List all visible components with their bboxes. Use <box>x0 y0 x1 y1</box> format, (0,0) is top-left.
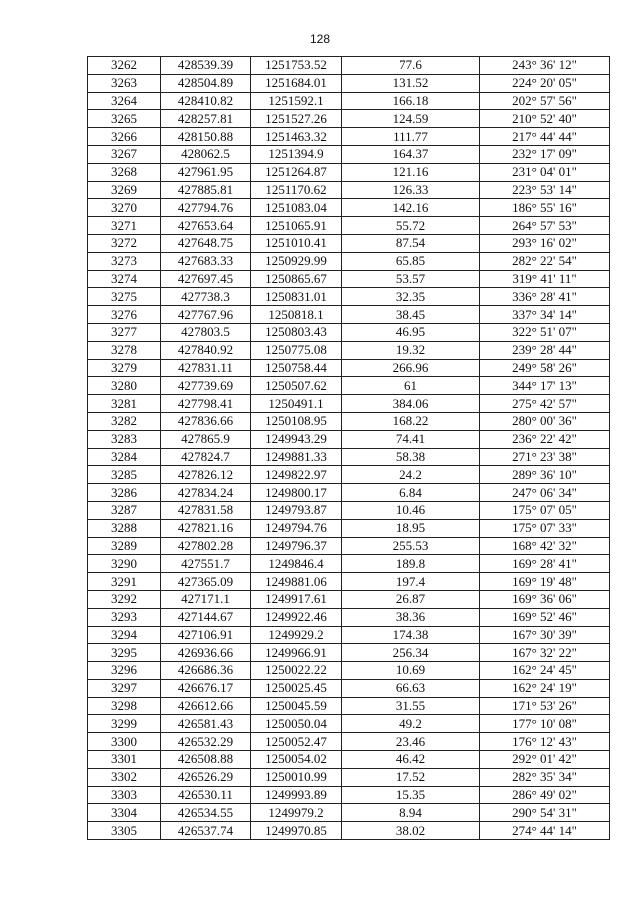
table-row <box>88 822 610 840</box>
length-cell: 126.33 <box>342 181 480 199</box>
length-cell: 58.38 <box>342 448 480 466</box>
page-number: 128 <box>309 32 331 46</box>
table-row <box>88 448 610 466</box>
table-row <box>88 573 610 591</box>
x-coordinate-cell: 427821.16 <box>161 519 251 537</box>
point-number-cell: 3264 <box>88 92 161 110</box>
length-cell: 131.52 <box>342 74 480 92</box>
point-number-cell: 3301 <box>88 751 161 769</box>
point-number-cell: 3300 <box>88 733 161 751</box>
y-coordinate-cell: 1250054.02 <box>251 751 342 769</box>
table-row <box>88 57 610 75</box>
length-cell: 164.37 <box>342 145 480 163</box>
bearing-cell: 224° 20' 05" <box>480 74 610 92</box>
table-row <box>88 484 610 502</box>
table-row <box>88 128 610 146</box>
x-coordinate-cell: 426676.17 <box>161 679 251 697</box>
x-coordinate-cell: 427794.76 <box>161 199 251 217</box>
bearing-cell: 336° 28' 41" <box>480 288 610 306</box>
table-row <box>88 697 610 715</box>
y-coordinate-cell: 1249943.29 <box>251 430 342 448</box>
bearing-cell: 202° 57' 56" <box>480 92 610 110</box>
length-cell: 26.87 <box>342 590 480 608</box>
x-coordinate-cell: 427803.5 <box>161 323 251 341</box>
bearing-cell: 249° 58' 26" <box>480 359 610 377</box>
x-coordinate-cell: 426530.11 <box>161 786 251 804</box>
table-row <box>88 555 610 573</box>
x-coordinate-cell: 426532.29 <box>161 733 251 751</box>
x-coordinate-cell: 427171.1 <box>161 590 251 608</box>
length-cell: 65.85 <box>342 252 480 270</box>
length-cell: 24.2 <box>342 466 480 484</box>
y-coordinate-cell: 1250758.44 <box>251 359 342 377</box>
bearing-cell: 169° 19' 48" <box>480 573 610 591</box>
bearing-cell: 231° 04' 01" <box>480 163 610 181</box>
point-number-cell: 3277 <box>88 323 161 341</box>
bearing-cell: 169° 36' 06" <box>480 590 610 608</box>
y-coordinate-cell: 1250045.59 <box>251 697 342 715</box>
x-coordinate-cell: 427653.64 <box>161 217 251 235</box>
x-coordinate-cell: 426526.29 <box>161 768 251 786</box>
table-row <box>88 662 610 680</box>
x-coordinate-cell: 426581.43 <box>161 715 251 733</box>
table-row <box>88 590 610 608</box>
point-number-cell: 3275 <box>88 288 161 306</box>
x-coordinate-cell: 427824.7 <box>161 448 251 466</box>
table-row <box>88 377 610 395</box>
x-coordinate-cell: 427802.28 <box>161 537 251 555</box>
y-coordinate-cell: 1250025.45 <box>251 679 342 697</box>
bearing-cell: 236° 22' 42" <box>480 430 610 448</box>
point-number-cell: 3305 <box>88 822 161 840</box>
bearing-cell: 239° 28' 44" <box>480 341 610 359</box>
x-coordinate-cell: 427365.09 <box>161 573 251 591</box>
y-coordinate-cell: 1250865.67 <box>251 270 342 288</box>
x-coordinate-cell: 426534.55 <box>161 804 251 822</box>
x-coordinate-cell: 427648.75 <box>161 234 251 252</box>
y-coordinate-cell: 1249794.76 <box>251 519 342 537</box>
length-cell: 46.42 <box>342 751 480 769</box>
length-cell: 19.32 <box>342 341 480 359</box>
x-coordinate-cell: 427831.11 <box>161 359 251 377</box>
length-cell: 55.72 <box>342 217 480 235</box>
y-coordinate-cell: 1250010.99 <box>251 768 342 786</box>
coordinate-table-body <box>88 57 610 840</box>
y-coordinate-cell: 1249970.85 <box>251 822 342 840</box>
table-row <box>88 181 610 199</box>
table-row <box>88 341 610 359</box>
y-coordinate-cell: 1250491.1 <box>251 395 342 413</box>
length-cell: 46.95 <box>342 323 480 341</box>
table-row <box>88 74 610 92</box>
y-coordinate-cell: 1250818.1 <box>251 306 342 324</box>
y-coordinate-cell: 1250803.43 <box>251 323 342 341</box>
table-row <box>88 537 610 555</box>
length-cell: 166.18 <box>342 92 480 110</box>
point-number-cell: 3268 <box>88 163 161 181</box>
point-number-cell: 3270 <box>88 199 161 217</box>
length-cell: 111.77 <box>342 128 480 146</box>
point-number-cell: 3262 <box>88 57 161 75</box>
x-coordinate-cell: 426537.74 <box>161 822 251 840</box>
table-row <box>88 608 610 626</box>
y-coordinate-cell: 1251753.52 <box>251 57 342 75</box>
point-number-cell: 3276 <box>88 306 161 324</box>
length-cell: 10.46 <box>342 501 480 519</box>
y-coordinate-cell: 1251065.91 <box>251 217 342 235</box>
x-coordinate-cell: 427836.66 <box>161 412 251 430</box>
y-coordinate-cell: 1250052.47 <box>251 733 342 751</box>
x-coordinate-cell: 426612.66 <box>161 697 251 715</box>
x-coordinate-cell: 427551.7 <box>161 555 251 573</box>
x-coordinate-cell: 427738.3 <box>161 288 251 306</box>
length-cell: 77.6 <box>342 57 480 75</box>
y-coordinate-cell: 1249822.97 <box>251 466 342 484</box>
table-row <box>88 466 610 484</box>
x-coordinate-cell: 428410.82 <box>161 92 251 110</box>
x-coordinate-cell: 427834.24 <box>161 484 251 502</box>
y-coordinate-cell: 1250050.04 <box>251 715 342 733</box>
table-row <box>88 359 610 377</box>
bearing-cell: 319° 41' 11" <box>480 270 610 288</box>
point-number-cell: 3293 <box>88 608 161 626</box>
bearing-cell: 289° 36' 10" <box>480 466 610 484</box>
length-cell: 23.46 <box>342 733 480 751</box>
y-coordinate-cell: 1249917.61 <box>251 590 342 608</box>
table-row <box>88 786 610 804</box>
y-coordinate-cell: 1249966.91 <box>251 644 342 662</box>
y-coordinate-cell: 1250108.95 <box>251 412 342 430</box>
table-row <box>88 644 610 662</box>
table-row <box>88 217 610 235</box>
x-coordinate-cell: 428539.39 <box>161 57 251 75</box>
bearing-cell: 337° 34' 14" <box>480 306 610 324</box>
point-number-cell: 3267 <box>88 145 161 163</box>
length-cell: 74.41 <box>342 430 480 448</box>
x-coordinate-cell: 427106.91 <box>161 626 251 644</box>
length-cell: 38.02 <box>342 822 480 840</box>
point-number-cell: 3286 <box>88 484 161 502</box>
table-row <box>88 804 610 822</box>
y-coordinate-cell: 1250831.01 <box>251 288 342 306</box>
point-number-cell: 3285 <box>88 466 161 484</box>
length-cell: 53.57 <box>342 270 480 288</box>
point-number-cell: 3271 <box>88 217 161 235</box>
point-number-cell: 3282 <box>88 412 161 430</box>
x-coordinate-cell: 428504.89 <box>161 74 251 92</box>
length-cell: 66.63 <box>342 679 480 697</box>
y-coordinate-cell: 1251170.62 <box>251 181 342 199</box>
length-cell: 142.16 <box>342 199 480 217</box>
length-cell: 15.35 <box>342 786 480 804</box>
point-number-cell: 3266 <box>88 128 161 146</box>
x-coordinate-cell: 426936.66 <box>161 644 251 662</box>
point-number-cell: 3299 <box>88 715 161 733</box>
bearing-cell: 167° 32' 22" <box>480 644 610 662</box>
point-number-cell: 3272 <box>88 234 161 252</box>
x-coordinate-cell: 427798.41 <box>161 395 251 413</box>
y-coordinate-cell: 1249796.37 <box>251 537 342 555</box>
point-number-cell: 3298 <box>88 697 161 715</box>
table-row <box>88 145 610 163</box>
table-row <box>88 679 610 697</box>
y-coordinate-cell: 1249846.4 <box>251 555 342 573</box>
length-cell: 31.55 <box>342 697 480 715</box>
y-coordinate-cell: 1251463.32 <box>251 128 342 146</box>
bearing-cell: 271° 23' 38" <box>480 448 610 466</box>
table-row <box>88 306 610 324</box>
bearing-cell: 293° 16' 02" <box>480 234 610 252</box>
bearing-cell: 322° 51' 07" <box>480 323 610 341</box>
bearing-cell: 176° 12' 43" <box>480 733 610 751</box>
x-coordinate-cell: 428062.5 <box>161 145 251 163</box>
point-number-cell: 3290 <box>88 555 161 573</box>
point-number-cell: 3288 <box>88 519 161 537</box>
bearing-cell: 344° 17' 13" <box>480 377 610 395</box>
bearing-cell: 286° 49' 02" <box>480 786 610 804</box>
x-coordinate-cell: 426508.88 <box>161 751 251 769</box>
x-coordinate-cell: 427739.69 <box>161 377 251 395</box>
y-coordinate-cell: 1251394.9 <box>251 145 342 163</box>
bearing-cell: 210° 52' 40" <box>480 110 610 128</box>
length-cell: 266.96 <box>342 359 480 377</box>
bearing-cell: 223° 53' 14" <box>480 181 610 199</box>
x-coordinate-cell: 427826.12 <box>161 466 251 484</box>
point-number-cell: 3278 <box>88 341 161 359</box>
coordinate-table <box>87 56 610 840</box>
point-number-cell: 3303 <box>88 786 161 804</box>
length-cell: 6.84 <box>342 484 480 502</box>
y-coordinate-cell: 1250507.62 <box>251 377 342 395</box>
length-cell: 121.16 <box>342 163 480 181</box>
x-coordinate-cell: 427697.45 <box>161 270 251 288</box>
bearing-cell: 292° 01' 42" <box>480 751 610 769</box>
length-cell: 256.34 <box>342 644 480 662</box>
length-cell: 49.2 <box>342 715 480 733</box>
y-coordinate-cell: 1249979.2 <box>251 804 342 822</box>
point-number-cell: 3297 <box>88 679 161 697</box>
point-number-cell: 3265 <box>88 110 161 128</box>
length-cell: 17.52 <box>342 768 480 786</box>
point-number-cell: 3292 <box>88 590 161 608</box>
x-coordinate-cell: 427144.67 <box>161 608 251 626</box>
table-row <box>88 768 610 786</box>
table-row <box>88 270 610 288</box>
length-cell: 38.36 <box>342 608 480 626</box>
table-row <box>88 395 610 413</box>
point-number-cell: 3274 <box>88 270 161 288</box>
bearing-cell: 175° 07' 33" <box>480 519 610 537</box>
y-coordinate-cell: 1251592.1 <box>251 92 342 110</box>
point-number-cell: 3269 <box>88 181 161 199</box>
table-row <box>88 110 610 128</box>
x-coordinate-cell: 427831.58 <box>161 501 251 519</box>
point-number-cell: 3284 <box>88 448 161 466</box>
bearing-cell: 167° 30' 39" <box>480 626 610 644</box>
point-number-cell: 3287 <box>88 501 161 519</box>
point-number-cell: 3283 <box>88 430 161 448</box>
bearing-cell: 162° 24' 19" <box>480 679 610 697</box>
y-coordinate-cell: 1251527.26 <box>251 110 342 128</box>
x-coordinate-cell: 428150.88 <box>161 128 251 146</box>
table-row <box>88 288 610 306</box>
x-coordinate-cell: 427683.33 <box>161 252 251 270</box>
table-row <box>88 412 610 430</box>
x-coordinate-cell: 427840.92 <box>161 341 251 359</box>
x-coordinate-cell: 428257.81 <box>161 110 251 128</box>
point-number-cell: 3279 <box>88 359 161 377</box>
point-number-cell: 3294 <box>88 626 161 644</box>
length-cell: 124.59 <box>342 110 480 128</box>
length-cell: 61 <box>342 377 480 395</box>
length-cell: 8.94 <box>342 804 480 822</box>
point-number-cell: 3296 <box>88 662 161 680</box>
length-cell: 255.53 <box>342 537 480 555</box>
point-number-cell: 3304 <box>88 804 161 822</box>
bearing-cell: 282° 22' 54" <box>480 252 610 270</box>
table-row <box>88 430 610 448</box>
bearing-cell: 175° 07' 05" <box>480 501 610 519</box>
point-number-cell: 3295 <box>88 644 161 662</box>
length-cell: 32.35 <box>342 288 480 306</box>
bearing-cell: 186° 55' 16" <box>480 199 610 217</box>
bearing-cell: 275° 42' 57" <box>480 395 610 413</box>
length-cell: 384.06 <box>342 395 480 413</box>
y-coordinate-cell: 1250022.22 <box>251 662 342 680</box>
bearing-cell: 290° 54' 31" <box>480 804 610 822</box>
table-row <box>88 715 610 733</box>
y-coordinate-cell: 1249993.89 <box>251 786 342 804</box>
table-row <box>88 751 610 769</box>
point-number-cell: 3263 <box>88 74 161 92</box>
x-coordinate-cell: 427961.95 <box>161 163 251 181</box>
length-cell: 197.4 <box>342 573 480 591</box>
y-coordinate-cell: 1251684.01 <box>251 74 342 92</box>
table-row <box>88 323 610 341</box>
bearing-cell: 169° 52' 46" <box>480 608 610 626</box>
bearing-cell: 243° 36' 12" <box>480 57 610 75</box>
table-row <box>88 252 610 270</box>
bearing-cell: 282° 35' 34" <box>480 768 610 786</box>
bearing-cell: 177° 10' 08" <box>480 715 610 733</box>
bearing-cell: 232° 17' 09" <box>480 145 610 163</box>
bearing-cell: 274° 44' 14" <box>480 822 610 840</box>
length-cell: 168.22 <box>342 412 480 430</box>
point-number-cell: 3280 <box>88 377 161 395</box>
y-coordinate-cell: 1251010.41 <box>251 234 342 252</box>
y-coordinate-cell: 1249793.87 <box>251 501 342 519</box>
length-cell: 189.8 <box>342 555 480 573</box>
table-row <box>88 199 610 217</box>
y-coordinate-cell: 1249800.17 <box>251 484 342 502</box>
table-row <box>88 92 610 110</box>
bearing-cell: 168° 42' 32" <box>480 537 610 555</box>
y-coordinate-cell: 1250775.08 <box>251 341 342 359</box>
point-number-cell: 3273 <box>88 252 161 270</box>
x-coordinate-cell: 426686.36 <box>161 662 251 680</box>
point-number-cell: 3289 <box>88 537 161 555</box>
y-coordinate-cell: 1249881.33 <box>251 448 342 466</box>
table-row <box>88 626 610 644</box>
table-row <box>88 163 610 181</box>
bearing-cell: 217° 44' 44" <box>480 128 610 146</box>
point-number-cell: 3291 <box>88 573 161 591</box>
bearing-cell: 171° 53' 26" <box>480 697 610 715</box>
bearing-cell: 169° 28' 41" <box>480 555 610 573</box>
y-coordinate-cell: 1249929.2 <box>251 626 342 644</box>
table-row <box>88 519 610 537</box>
table-row <box>88 733 610 751</box>
table-row <box>88 234 610 252</box>
length-cell: 38.45 <box>342 306 480 324</box>
y-coordinate-cell: 1251264.87 <box>251 163 342 181</box>
bearing-cell: 247° 06' 34" <box>480 484 610 502</box>
x-coordinate-cell: 427865.9 <box>161 430 251 448</box>
bearing-cell: 264° 57' 53" <box>480 217 610 235</box>
point-number-cell: 3281 <box>88 395 161 413</box>
y-coordinate-cell: 1249881.06 <box>251 573 342 591</box>
x-coordinate-cell: 427885.81 <box>161 181 251 199</box>
length-cell: 87.54 <box>342 234 480 252</box>
bearing-cell: 280° 00' 36" <box>480 412 610 430</box>
point-number-cell: 3302 <box>88 768 161 786</box>
table-row <box>88 501 610 519</box>
bearing-cell: 162° 24' 45" <box>480 662 610 680</box>
length-cell: 18.95 <box>342 519 480 537</box>
y-coordinate-cell: 1251083.04 <box>251 199 342 217</box>
y-coordinate-cell: 1250929.99 <box>251 252 342 270</box>
length-cell: 174.38 <box>342 626 480 644</box>
length-cell: 10.69 <box>342 662 480 680</box>
y-coordinate-cell: 1249922.46 <box>251 608 342 626</box>
x-coordinate-cell: 427767.96 <box>161 306 251 324</box>
